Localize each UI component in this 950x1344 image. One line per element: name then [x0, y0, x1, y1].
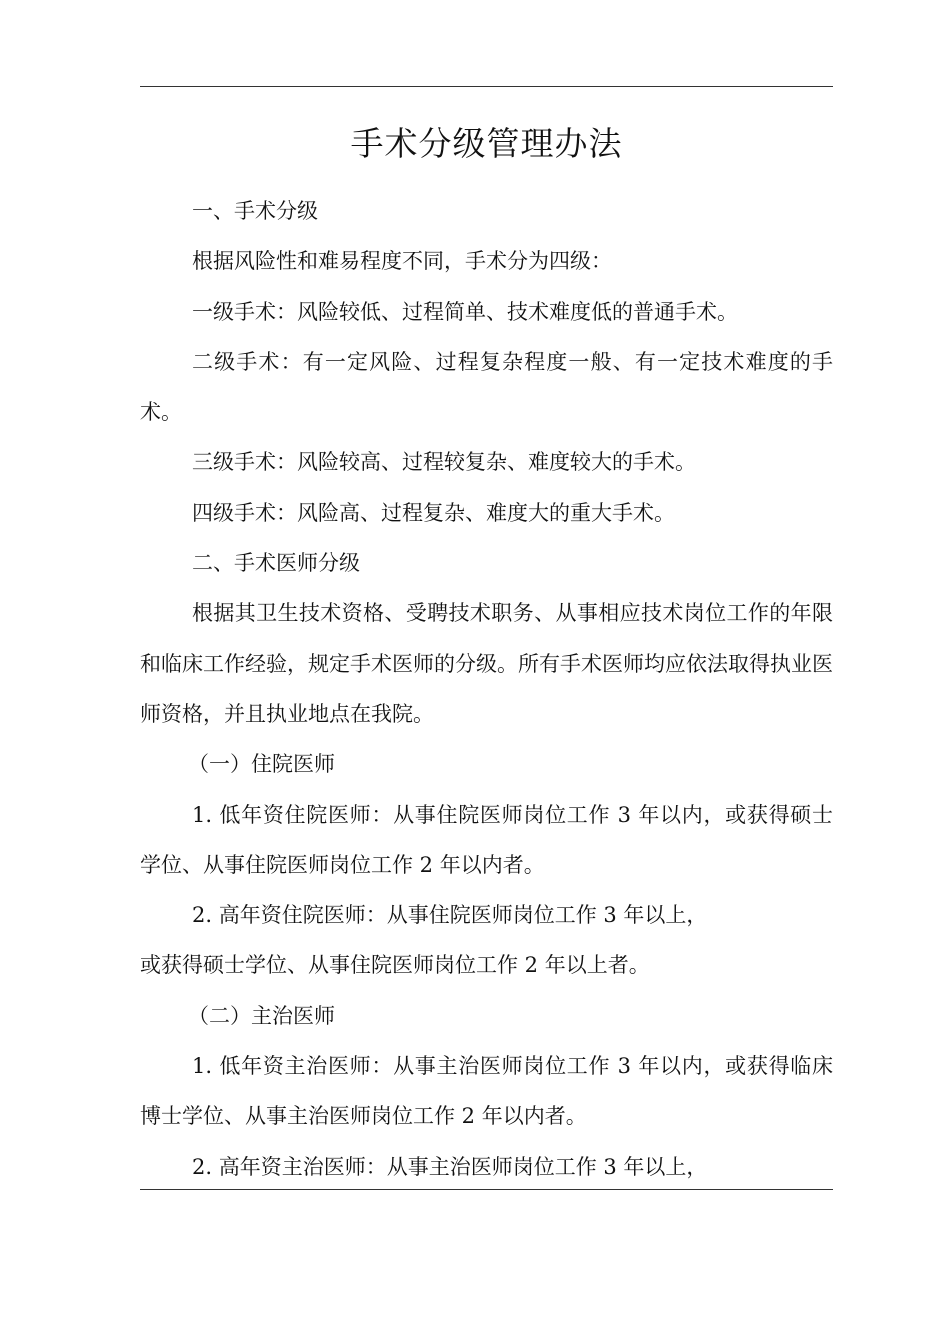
- paragraph-grade-4: 四级手术：风险高、过程复杂、难度大的重大手术。: [192, 500, 675, 525]
- paragraph-grade-1: 一级手术：风险较低、过程简单、技术难度低的普通手术。: [192, 299, 738, 324]
- paragraph-grade-2: 二级手术：有一定风险、过程复杂程度一般、有一定技术难度的手术。: [140, 349, 833, 425]
- paragraph-senior-resident: 2. 高年资住院医师：从事住院医师岗位工作 3 年以上，: [192, 903, 708, 928]
- section-heading-surgeon-grading: 二、手术医师分级: [192, 551, 360, 576]
- section-heading-surgery-grading: 一、手术分级: [192, 199, 318, 223]
- paragraph-surgeon-grading-intro: 根据其卫生技术资格、受聘技术职务、从事相应技术岗位工作的年限和临床工作经验，规定手术医师的分级。所有手术医师均应依法取得执业医师资格，并且执业地点在我院。: [140, 601, 833, 726]
- document-title: 手术分级管理办法: [350, 124, 623, 163]
- paragraph-senior-resident-cont: 或获得硕士学位、从事住院医师岗位工作 2 年以上者。: [140, 953, 650, 978]
- document-body: [140, 186, 833, 1192]
- paragraph-grade-3: 三级手术：风险较高、过程较复杂、难度较大的手术。: [192, 450, 696, 475]
- footer-rule: [140, 1189, 833, 1190]
- paragraph-grading-intro: 根据风险性和难易程度不同，手术分为四级：: [192, 249, 612, 274]
- subsection-heading-attending: （二）主治医师: [188, 1003, 335, 1028]
- header-rule: [140, 86, 833, 87]
- paragraph-junior-attending: 1. 低年资主治医师：从事主治医师岗位工作 3 年以内，或获得临床博士学位、从事主治医师岗位工作 2 年以内者。: [140, 1054, 833, 1129]
- paragraph-junior-resident: 1. 低年资住院医师：从事住院医师岗位工作 3 年以内，或获得硕士学位、从事住院医师岗位工作 2 年以内者。: [140, 802, 833, 877]
- paragraph-senior-attending: 2. 高年资主治医师：从事主治医师岗位工作 3 年以上，: [192, 1154, 708, 1179]
- subsection-heading-resident: （一）住院医师: [188, 752, 335, 777]
